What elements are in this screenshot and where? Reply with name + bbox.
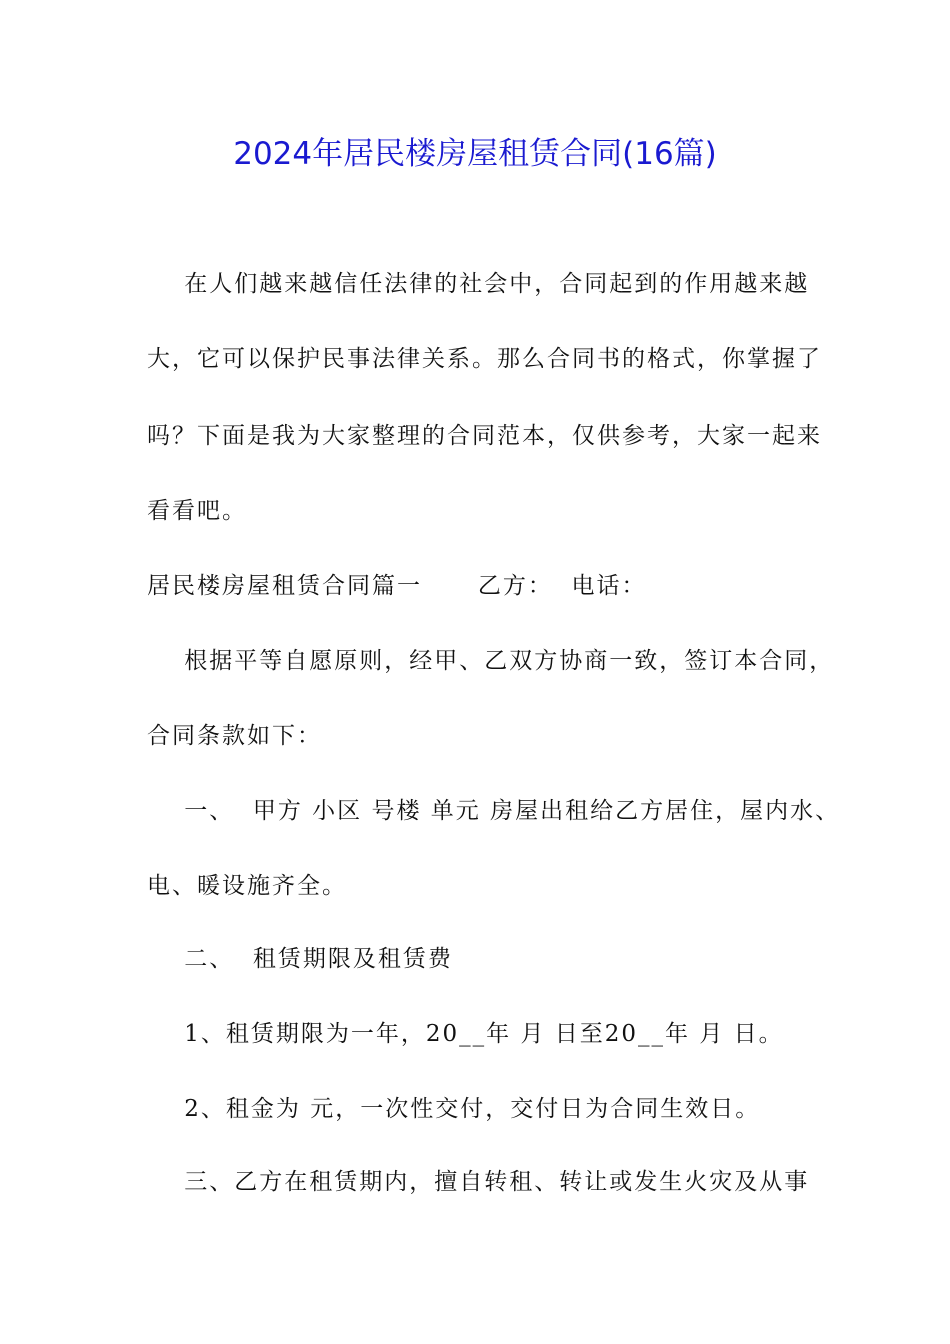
paragraph-line: 1、租赁期限为一年，20__年 月 日至20__年 月 日。 (147, 1021, 784, 1047)
section-heading: 居民楼房屋租赁合同篇一 乙方： 电话： (147, 573, 647, 599)
paragraph-line: 合同条款如下： (147, 723, 322, 749)
paragraph-line: 看看吧。 (147, 498, 247, 524)
paragraph-line: 2、租金为 元，一次性交付，交付日为合同生效日。 (147, 1096, 761, 1122)
paragraph-line: 大，它可以保护民事法律关系。那么合同书的格式，你掌握了 (147, 346, 822, 372)
paragraph-line: 二、 租赁期限及租赁费 (147, 946, 453, 972)
paragraph-line: 根据平等自愿原则，经甲、乙双方协商一致，签订本合同， (147, 648, 835, 674)
document-title: 2024年居民楼房屋租赁合同(16篇) (233, 136, 717, 172)
paragraph-line: 电、暖设施齐全。 (147, 873, 347, 899)
paragraph-line: 在人们越来越信任法律的社会中，合同起到的作用越来越 (147, 271, 810, 297)
paragraph-line: 吗？下面是我为大家整理的合同范本，仅供参考，大家一起来 (147, 423, 822, 449)
paragraph-line: 一、 甲方 小区 号楼 单元 房屋出租给乙方居住，屋内水、 (147, 798, 841, 824)
paragraph-line: 三、乙方在租赁期内，擅自转租、转让或发生火灾及从事 (147, 1169, 810, 1195)
